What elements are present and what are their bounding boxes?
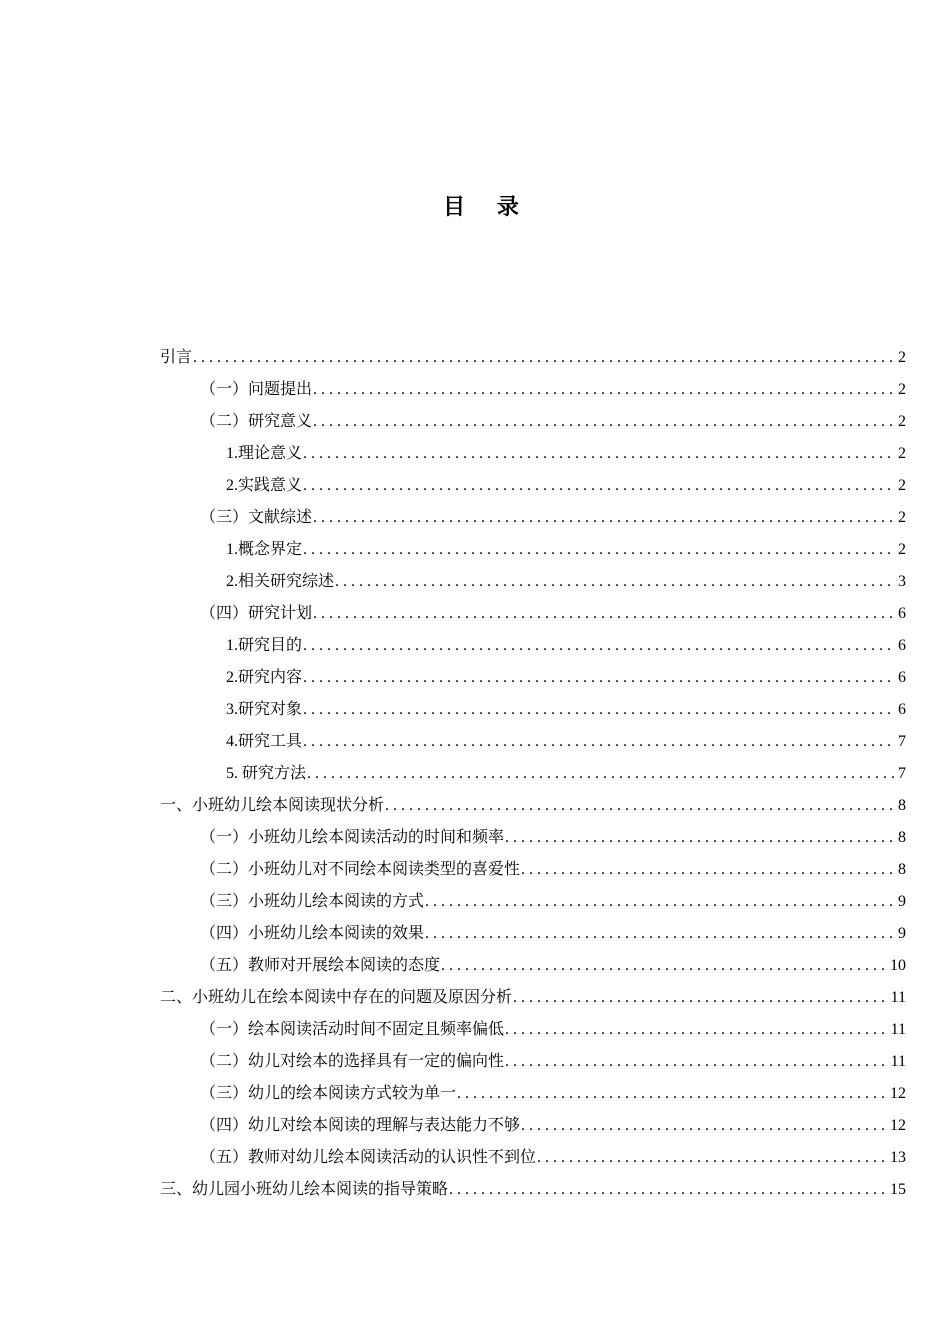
- toc-entry[interactable]: [160, 886, 906, 918]
- toc-entry-label: （三）幼儿的绘本阅读方式较为单一: [200, 1085, 457, 1102]
- toc-entry-page-number: 6: [898, 605, 906, 622]
- toc-dot-leader: [303, 470, 896, 502]
- toc-entry-label: （二）小班幼儿对不同绘本阅读类型的喜爱性: [200, 861, 521, 878]
- toc-dot-leader: [303, 662, 896, 694]
- toc-entry[interactable]: [160, 534, 906, 566]
- toc-entry[interactable]: [160, 598, 906, 630]
- toc-entry[interactable]: [160, 502, 906, 534]
- toc-dot-leader: [521, 1110, 888, 1142]
- toc-title: 目 录: [443, 195, 531, 220]
- toc-entry-page-number: 6: [898, 637, 906, 654]
- toc-dot-leader: [193, 342, 896, 374]
- toc-dot-leader: [505, 1014, 889, 1046]
- toc-entry-page-number: 8: [898, 797, 906, 814]
- toc-entry-page-number: 6: [898, 701, 906, 718]
- toc-entry-label: 2.研究内容: [226, 669, 303, 686]
- toc-entry[interactable]: [160, 982, 906, 1014]
- toc-entry-page-number: 7: [898, 733, 906, 750]
- toc-dot-leader: [307, 758, 896, 790]
- toc-entry-label: 5. 研究方法: [226, 765, 307, 782]
- toc-entry-label: （四）小班幼儿绘本阅读的效果: [200, 925, 425, 942]
- toc-entry-label: 引言: [160, 349, 193, 366]
- toc-dot-leader: [449, 1174, 888, 1206]
- toc-entry[interactable]: [160, 1078, 906, 1110]
- toc-dot-leader: [441, 950, 888, 982]
- toc-entry[interactable]: [160, 406, 906, 438]
- toc-dot-leader: [313, 406, 896, 438]
- toc-dot-leader: [313, 374, 896, 406]
- toc-entry[interactable]: [160, 758, 906, 790]
- toc-dot-leader: [313, 598, 896, 630]
- toc-entry-page-number: 11: [890, 1021, 906, 1038]
- toc-entry-page-number: 9: [898, 893, 906, 910]
- toc-entry-label: 2.相关研究综述: [226, 573, 335, 590]
- toc-entry-page-number: 2: [898, 509, 906, 526]
- toc-entry[interactable]: [160, 854, 906, 886]
- table-of-contents: [160, 342, 906, 1206]
- toc-entry-label: （二）幼儿对绘本的选择具有一定的偏向性: [200, 1053, 505, 1070]
- toc-entry-page-number: 12: [890, 1085, 906, 1102]
- toc-dot-leader: [313, 502, 896, 534]
- toc-entry-label: 2.实践意义: [226, 477, 303, 494]
- toc-entry-page-number: 6: [898, 669, 906, 686]
- toc-entry[interactable]: [160, 662, 906, 694]
- toc-entry-page-number: 2: [898, 477, 906, 494]
- toc-entry-label: （四）研究计划: [200, 605, 313, 622]
- toc-entry-page-number: 2: [898, 445, 906, 462]
- toc-entry-label: 1.研究目的: [226, 637, 303, 654]
- toc-dot-leader: [505, 822, 896, 854]
- toc-dot-leader: [303, 438, 896, 470]
- toc-entry-label: 二、小班幼儿在绘本阅读中存在的问题及原因分析: [160, 989, 513, 1006]
- toc-entry-page-number: 2: [898, 381, 906, 398]
- toc-dot-leader: [505, 1046, 889, 1078]
- toc-entry-page-number: 2: [898, 541, 906, 558]
- toc-entry-label: 三、幼儿园小班幼儿绘本阅读的指导策略: [160, 1181, 449, 1198]
- toc-entry-label: 1.概念界定: [226, 541, 303, 558]
- toc-dot-leader: [385, 790, 896, 822]
- toc-entry-label: （三）小班幼儿绘本阅读的方式: [200, 893, 425, 910]
- toc-entry[interactable]: [160, 1110, 906, 1142]
- toc-entry-page-number: 8: [898, 861, 906, 878]
- toc-dot-leader: [513, 982, 889, 1014]
- toc-dot-leader: [521, 854, 896, 886]
- toc-entry-page-number: 11: [890, 989, 906, 1006]
- toc-entry-label: （一）小班幼儿绘本阅读活动的时间和频率: [200, 829, 505, 846]
- toc-dot-leader: [303, 726, 896, 758]
- toc-entry-label: （一）问题提出: [200, 381, 313, 398]
- toc-entry[interactable]: [160, 822, 906, 854]
- toc-entry[interactable]: [160, 470, 906, 502]
- toc-entry-label: （三）文献综述: [200, 509, 313, 526]
- toc-entry-label: （五）教师对幼儿绘本阅读活动的认识性不到位: [200, 1149, 537, 1166]
- toc-entry-label: （一）绘本阅读活动时间不固定且频率偏低: [200, 1021, 505, 1038]
- toc-dot-leader: [457, 1078, 888, 1110]
- toc-entry-page-number: 2: [898, 349, 906, 366]
- toc-entry[interactable]: [160, 1014, 906, 1046]
- toc-entry-page-number: 2: [898, 413, 906, 430]
- toc-entry-page-number: 10: [890, 957, 906, 974]
- toc-entry-label: （四）幼儿对绘本阅读的理解与表达能力不够: [200, 1117, 521, 1134]
- toc-entry[interactable]: [160, 726, 906, 758]
- toc-entry-label: 4.研究工具: [226, 733, 303, 750]
- toc-entry-page-number: 7: [898, 765, 906, 782]
- toc-entry[interactable]: [160, 438, 906, 470]
- toc-entry[interactable]: [160, 630, 906, 662]
- toc-entry-page-number: 9: [898, 925, 906, 942]
- toc-dot-leader: [335, 566, 896, 598]
- toc-dot-leader: [425, 886, 896, 918]
- toc-entry[interactable]: [160, 950, 906, 982]
- toc-dot-leader: [425, 918, 896, 950]
- toc-entry-label: 一、小班幼儿绘本阅读现状分析: [160, 797, 385, 814]
- toc-entry[interactable]: [160, 694, 906, 726]
- toc-dot-leader: [303, 534, 896, 566]
- toc-entry-page-number: 13: [890, 1149, 906, 1166]
- toc-entry[interactable]: [160, 1046, 906, 1078]
- toc-entry[interactable]: [160, 566, 906, 598]
- toc-entry-page-number: 8: [898, 829, 906, 846]
- toc-entry-page-number: 15: [890, 1181, 906, 1198]
- toc-dot-leader: [303, 630, 896, 662]
- toc-entry[interactable]: [160, 374, 906, 406]
- toc-dot-leader: [303, 694, 896, 726]
- toc-entry-page-number: 11: [890, 1053, 906, 1070]
- toc-entry[interactable]: [160, 1174, 906, 1206]
- toc-entry[interactable]: [160, 1142, 906, 1174]
- toc-entry-page-number: 12: [890, 1117, 906, 1134]
- toc-dot-leader: [537, 1142, 888, 1174]
- toc-entry-page-number: 3: [898, 573, 906, 590]
- toc-entry-label: （五）教师对开展绘本阅读的态度: [200, 957, 441, 974]
- toc-entry[interactable]: [160, 342, 906, 374]
- toc-entry-label: 1.理论意义: [226, 445, 303, 462]
- toc-entry[interactable]: [160, 790, 906, 822]
- toc-entry-label: 3.研究对象: [226, 701, 303, 718]
- toc-entry-label: （二）研究意义: [200, 413, 313, 430]
- toc-entry[interactable]: [160, 918, 906, 950]
